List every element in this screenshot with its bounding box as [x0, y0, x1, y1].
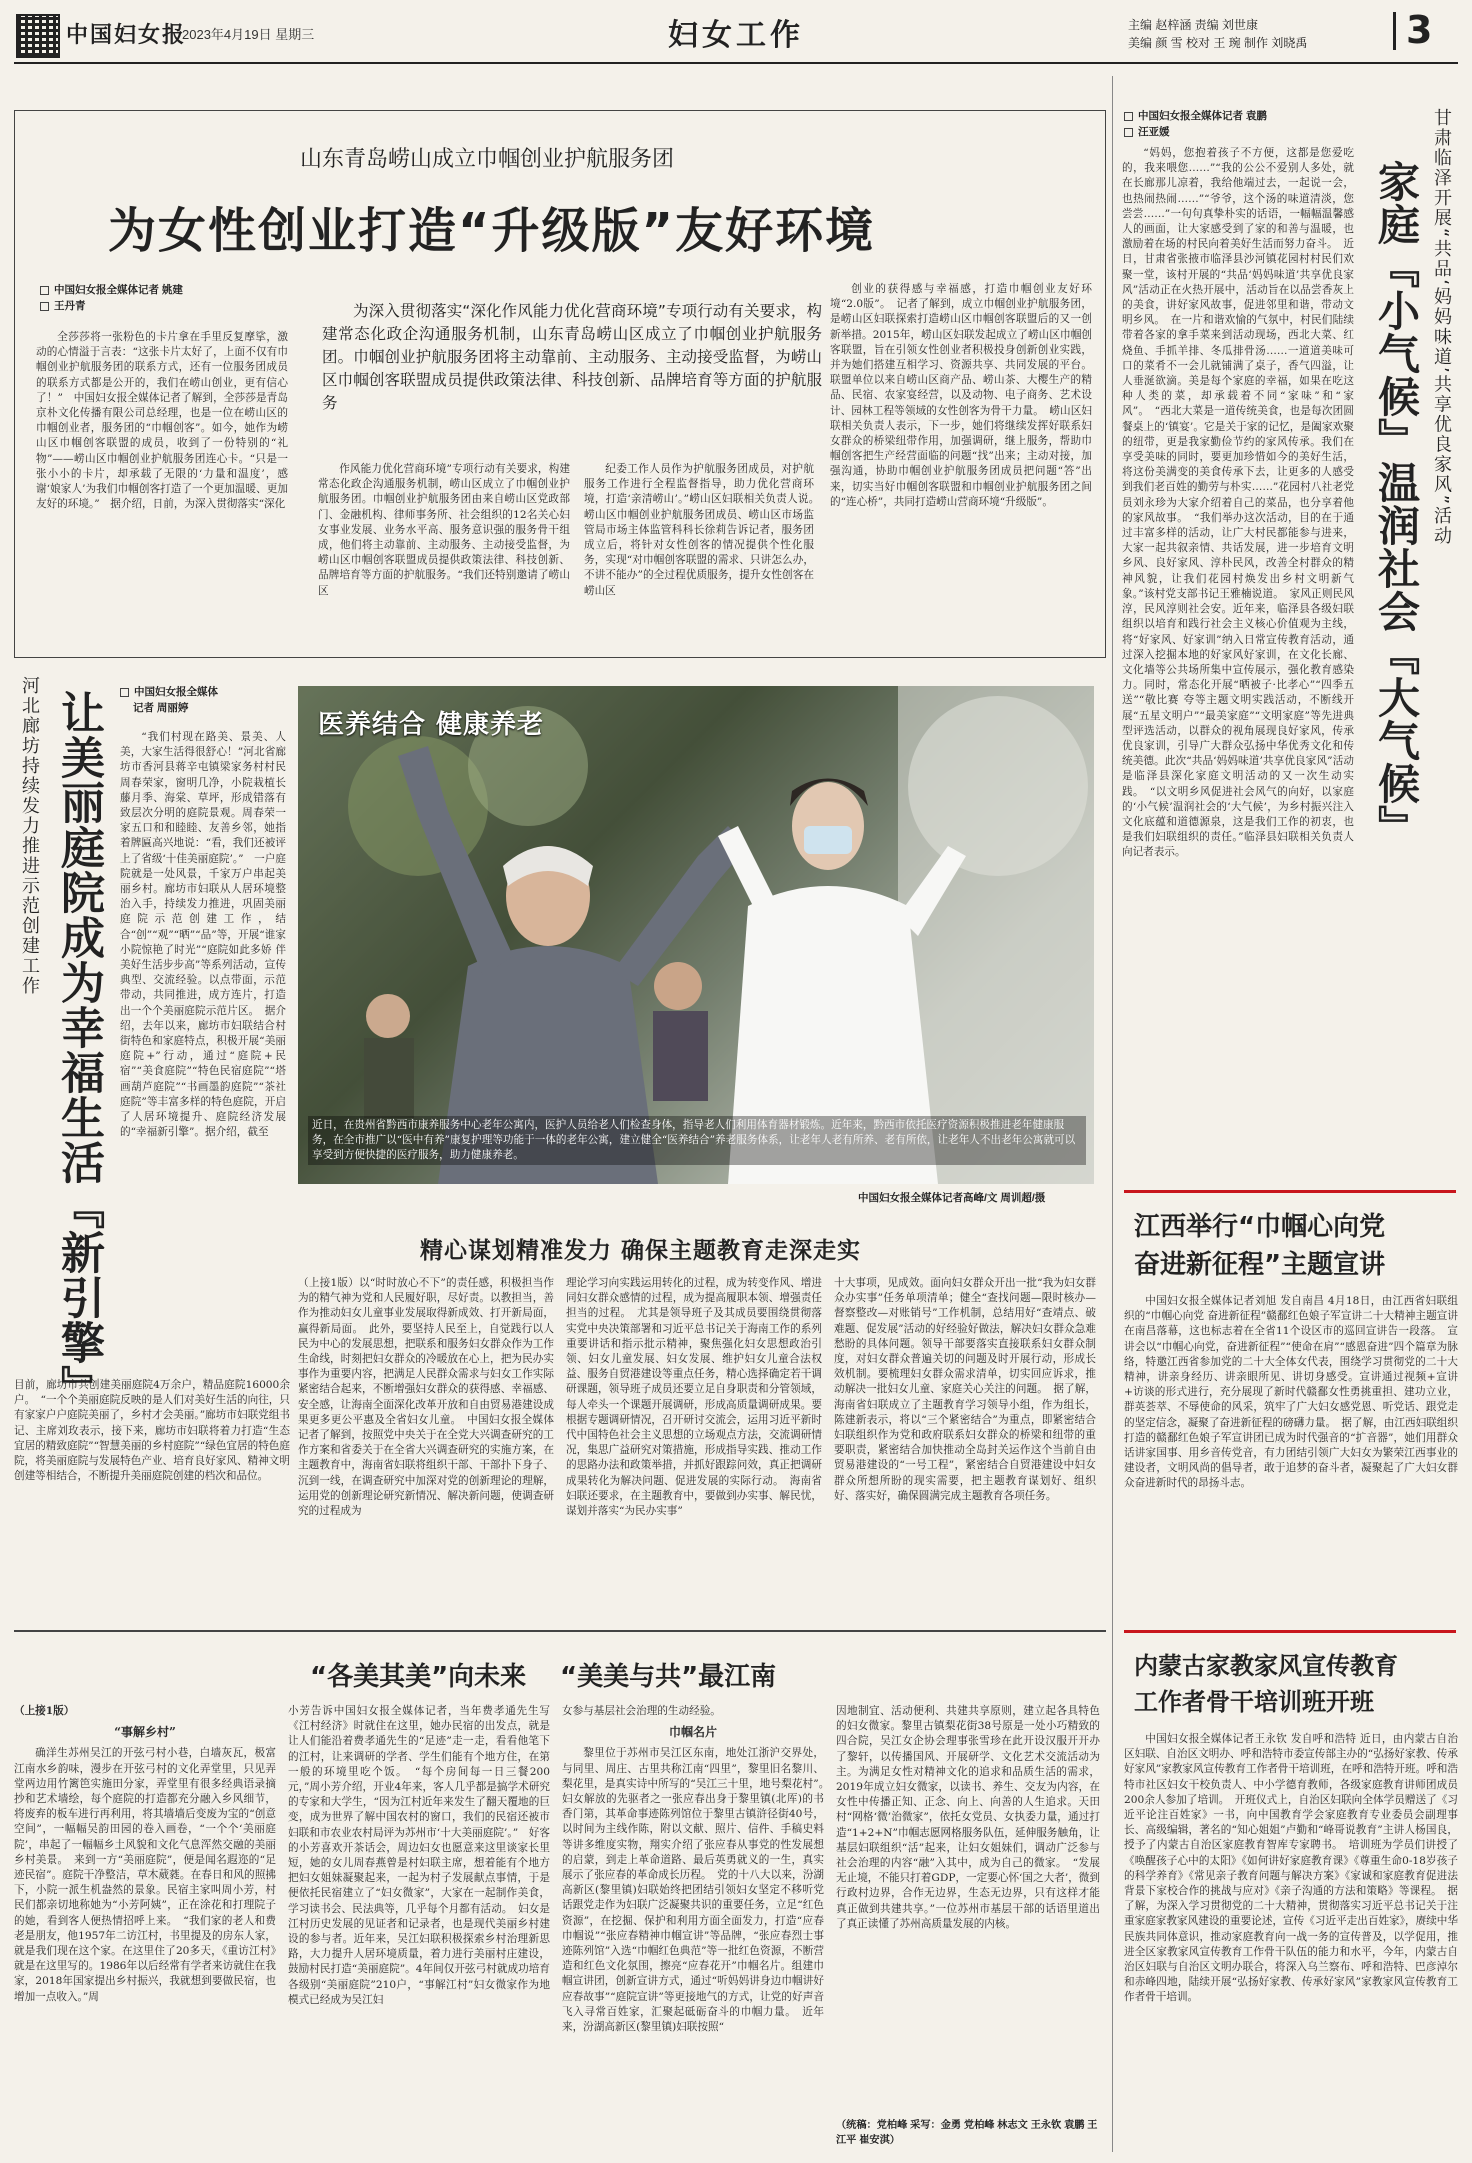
- right-top-headline: 家庭『小气候』温润社会『大气候』: [1372, 160, 1421, 848]
- paragraph: “妈妈，您抱着孩子不方便，这都是您爱吃的，我来喂您……”“我的公公不爱别人多处，就在长廊那儿凉着，我给他端过去，一起说一会，也热闹热闹……”“爷爷，这个汤的味道清淡，您尝尝……”一句句真挚朴实的话语，一幅幅温馨感人的画面，让大家感受到了家的和善与温暖，也激励着在场的村民向着美好生活而努力奋斗。 近日，甘肃省张掖市临泽县沙河镇花园村村民们欢聚一堂，该村开展的“共品‘妈妈味道’共享优良家风”活动正在火热开展中，活动旨在以品尝香灰上的美食，讲好家风故事，促进邻里和谐，带动文明乡风。 在一片和谐欢愉的气氛中，村民们陆续带着各家的拿手菜来到活动现场，西北大菜、红烧鱼、手抓羊排、冬瓜排骨汤……一道道美味可口的菜肴不一会儿就铺满了桌子，香气四溢，让人垂涎欲滴。美是每个家庭的幸福，如果在吃这种人类的菜，却承载着不同“家味”和“家风”。 “西北大菜是一道传统美食，也是每次团圆餐桌上的‘镇宴’。它是关于家的记忆，是阖家欢聚的纽带，更是我家勤俭节约的家风传承。我们在享受美味的同时，要更加珍惜如今的美好生活，将这份美满变的美食传承下去，让更多的人感受到我们老百姓的勤劳与朴实……”花园村八社老党员刘永珍为大家介绍着自己的菜品，也分享着他的家风故事。 “我们举办这次活动，目的在于通过丰富多样的活动，让广大村民都能参与进来，大家一起共叙亲情、共话发展，进一步培育文明乡风、良好家风、淳朴民风，改善全村群众的精神风貌，让我们花园村焕发出乡村文明新气象。”该村党支部书记王雅楠说道。 家风正则民风淳，民风淳则社会安。近年来，临泽县各级妇联组织以培育和践行社会主义核心价值观为主线，将“好家风、好家训”纳入日常宣传教育活动，通过深入挖掘本地的好家风好家训，在文化长廊、文化墙等公共场所集中宣传展示，强化教育感染力。同时，常态化开展“晒被子·比孝心”“四季五送”“敬比赛 夸等主题文明实践活动，不断线开展“五星文明户”“最美家庭”“文明家庭”等先进典型评选活动，以群众的视角展现良好家风，传承优良家训，引导广大群众弘扬中华优秀文化和传统美德。此次“共品‘妈妈味道’共享优良家风”活动是临泽县深化家庭文明活动的又一次生动实践。 “以文明乡风促进社会风气的向好，以家庭的‘小气候’温润社会的‘大气候’，为乡村振兴注入文化底蕴和道德源泉，这是我们工作的初衷，也是我们妇联组织的责任。”临泽县妇联相关负责人向记者表示。: [1122, 147, 1354, 859]
- left-body: [120, 730, 286, 1375]
- byline-line: 中国妇女报全媒体记者 袁鹏: [1138, 110, 1267, 122]
- paragraph: “我们村现在路美、景美、人美，大家生活得很舒心！”河北省廊坊市香河县蒋辛屯镇梁家务村村民周春荣家，窗明几净，小院栽植长藤月季、海棠、草坪，形成错落有致层次分明的庭院景观。周春荣一家五口和和睦睦、友善乡邻，她指着牌匾高兴地说：“看，我们还被评上了省级‘十佳美丽庭院’。” 一户庭院就是一处风景，千家万户串起美丽乡村。廊坊市妇联从人居环境整治入手，持续发力推进，巩固美丽庭院示范创建工作，结合“创”“观”“晒”“品”等，开展“谁家小院惊艳了时光”“庭院如此多娇 伴美好生活步步高”等系列活动，宣传典型、交流经验。以点带面，示范带动，共同推进，成方连片，打造出一个个美丽庭院示范片区。 据介绍，去年以来，廊坊市妇联结合村街特色和家庭特点，积极开展“美丽庭院+”行动，通过“庭院+民宿”“美食庭院”“特色民宿庭院”“塔画葫芦庭院”“书画墨韵庭院”“茶社庭院”等丰富多样的特色庭院，开启了人居环境提升、庭院经济发展的“幸福新引擎”。据介绍，截至: [120, 731, 286, 1139]
- right-mid-headline-2: 奋进新征程”主题宣讲: [1134, 1250, 1386, 1280]
- editors-line-1: 主编 赵梓涵 责编 刘世康: [1128, 18, 1259, 32]
- top-article-lead: 为深入贯彻落实“深化作风能力优化营商环境”专项行动有关要求，构建常态化政企沟通服务机制，山东青岛崂山区成立了巾帼创业护航服务团。巾帼创业护航服务团将主动靠前、主动服务、主动接受监督，为崂山区巾帼创客联盟成员提供政策法律、科技创新、品牌培育等方面的护航服务: [322, 302, 822, 412]
- red-rule: [1124, 1190, 1456, 1193]
- news-photo: [298, 686, 1094, 1184]
- bottom-headline-a: “各美其美”向未来: [310, 1662, 527, 1692]
- paragraph: 女参与基层社会治理的生动经验。: [562, 1705, 721, 1717]
- photo-credit: 中国妇女报全媒体记者高峰/文 周训超/摄: [858, 1192, 1046, 1204]
- red-rule: [1124, 1630, 1456, 1633]
- right-top-kicker: 甘肃临泽开展“共品‘妈妈味道’共享优良家风”活动: [1431, 108, 1452, 547]
- newspaper-logo: 中国妇女报: [66, 22, 187, 48]
- bottom-divider: [14, 1630, 1106, 1632]
- byline-square-icon: [1124, 128, 1133, 137]
- photo-caption: 近日，在贵州省黔西市康养服务中心老年公寓内，医护人员给老人们检查身体，指导老人们利用体育器材锻炼。近年来，黔西市依托医疗资源积极推进老年健康服务，在全市推广以“医中有养”康复护理等功能于一体的老年公寓，建立健全“医养结合”养老服务体系，让老年人老有所养、老有所依，让老年人不出老年公寓就可以享受到方便快捷的医疗服务，助力健康养老。: [308, 1116, 1086, 1165]
- subhead: 巾帼名片: [668, 1725, 717, 1740]
- bottom-col-4: [836, 1704, 1100, 2116]
- paragraph: 理论学习向实践运用转化的过程，成为转变作风、增进同妇女群众感情的过程，成为提高履职本领、增强责任担当的过程。 尤其是领导班子及其成员要围绕贯彻落实党中央决策部署和习近平总书记关于海南工作的系列重要讲话和指示批示精神，聚焦强化妇女思想政治引领、妇女儿童发展、妇女发展、维护妇女儿童合法权益、服务自贸港建设等重点任务，精心选择确定若干调研课题，领导班子成员还要立足自身职责和分管领域，每人牵头一个课题开展调研，形成高质量调研成果。要根据专题调研情况，召开研讨交流会，运用习近平新时代中国特色社会主义思想的立场观点方法，交流调研情况，集思广益研究对策措施，形成指导实践、推动工作的思路办法和政策举措，并抓好跟踪问效，真正把调研成果转化为解决问题、促进发展的实际行动。 海南省妇联还要求，在主题教育中，要做到办实事、解民忧，谋划并落实“为民办实事”: [566, 1277, 822, 1518]
- editors-line-2: 美编 颜 雪 校对 王 琬 制作 刘晓禹: [1128, 36, 1308, 50]
- left-headline: 让美丽庭院成为幸福生活『新引擎』: [53, 690, 104, 1410]
- top-article-col-4: [830, 282, 1092, 646]
- paragraph: 小芳告诉中国妇女报全媒体记者，当年费孝通先生写《江村经济》时就住在这里，她办民宿的出发点，就是让人们能沿着费孝通先生的“足迹”走一走，看看他笔下的江村，让来调研的学者、学生们能有个地方住，在第一般的环境里吃个饭。 “每个房间每一日三餐200元，”周小芳介绍，开业4年来，客人几乎都是搞学术研究的专家和大学生，“因为江村近年来发生了翻天覆地的巨变，成为世界了解中国农村的窗口，我们的民宿还被市妇联和市农业农村局评为苏州市‘十大美丽庭院’。” 好客的小芳喜欢开茶话会，周边妇女也愿意来这里谈家长里短，她的女儿周春燕曾是村妇联主席，想着能有个地方把妇女姐妹凝聚起来，一起为村子发展献点事情，于是便依托民宿建立了“妇女微家”，大家在一起制作美食，学习读书会、民法典等，几乎每个月都有活动。 妇女是江村历史发展的见证者和记录者，也是现代美丽乡村建设的参与者。近年来，吴江妇联积极探索乡村治理新思路，大力提升人居环境质量，着力进行美丽村庄建设，鼓励村民打造“美丽庭院”。4年间仅开弦弓村就成功培育各级别“美丽庭院”210户，“事解江村”妇女微家作为地模式已经成为吴江妇: [288, 1705, 550, 2006]
- bottom-headline-b: “美美与共”最江南: [560, 1662, 777, 1692]
- bottom-col-3: [562, 1704, 835, 2150]
- section-title: 妇女工作: [668, 18, 804, 53]
- masthead-rule: [14, 62, 1458, 64]
- photo-scene: [298, 686, 1094, 1184]
- top-article-byline: [40, 282, 183, 314]
- right-bottom-headline-1: 内蒙古家教家风宣传教育: [1134, 1652, 1398, 1680]
- left-kicker: 河北廊坊持续发力推进示范创建工作: [19, 676, 40, 996]
- right-bottom-headline-2: 工作者骨干培训班开班: [1134, 1688, 1374, 1716]
- byline-line: 记者 周丽婷: [133, 702, 189, 714]
- right-top-byline: [1124, 108, 1267, 140]
- paragraph: 中国妇女报全媒体记者王永钦 发自呼和浩特 近日，由内蒙古自治区妇联、自治区文明办、呼和浩特市委宣传部主办的“弘扬好家教、传承好家风”家教家风宣传教育工作者骨干培训班，在呼和浩特开班。呼和浩特市社区妇女干校负责人、中小学德育教师，各级家庭教育讲师团成员200余人参加了培训。 开班仪式上，自治区妇联向全体学员赠送了《习近平论注百姓家》一书，向中国教育学会家庭教育专业委员会副理事长、高级编辑，著名的“知心姐姐”卢勤和“峰哥说教育”主讲人杨国良，授予了内蒙古自治区家庭教育智库专家聘书。 培训班为学员们讲授了《唤醒孩子心中的太阳》《如何讲好家庭教育课》《尊重生命0-18岁孩子的科学养育》《常见亲子教育问题与解决方案》《家诚和家庭教育促进法背景下家校合作的挑战与应对》《亲子沟通的方法和策略》等课程。 据了解，为深入学习贯彻党的二十大精神，贯彻落实习近平总书记关于注重家庭家教家风建设的重要论述，宣传《习近平走出百姓家》，赓续中华民族共同体意识，推动家庭教育向一战一务的宣传普及，以学促用，推进全区家教家风宣传教育工作骨干队伍的能力和水平，今年，内蒙古自治区妇联与自治区文明办联合，将深入乌兰察布、呼和浩特、巴彦淖尔和赤峰四地，陆续开展“弘扬好家教、传承好家风”家教家风宣传教育工作者骨干培训。: [1124, 1733, 1458, 2004]
- bottom-col-2: [288, 1704, 550, 2150]
- bottom-credits: （统稿：党柏峰 采写：金勇 党柏峰 林志文 王永钦 袁鹏 王江平 崔安淇）: [836, 2120, 1098, 2146]
- paragraph: 作风能力优化营商环境”专项行动有关要求，构建常态化政企沟通服务机制，崂山区成立了巾帼创业护航服务团。巾帼创业护航服务团由来自崂山区党政部门、金融机构、律师事务所、社会组织的12名关心妇女事业发展、业务水平高、服务意识强的服务骨干组成，他们将主动靠前、主动服务、主动接受监督，为崂山区巾帼创客联盟成员提供政策法律、科技创新、品牌培育等方面的护航服务。“我们还特别邀请了崂山区: [318, 463, 570, 597]
- right-mid-body: [1124, 1294, 1458, 1609]
- byline-line: 汪亚媛: [1138, 126, 1170, 138]
- masthead: [0, 0, 1472, 70]
- subhead: “事解乡村”: [114, 1725, 176, 1740]
- right-mid-headline-1: 江西举行“巾帼心向党: [1134, 1212, 1386, 1242]
- paragraph: 十大事项，见成效。面向妇女群众开出一批“我为妇女群众办实事”任务单项清单；健全“查找问题—限时核办—督察整改—对账销号”工作机制，总结用好“查靖点、破难题、促发展”活动的好经验好做法，解决妇女群众急难愁盼的具体问题。领导干部要落实直接联系妇女群众制度，对妇女群众普遍关切的问题及时开展行动，形成长效机制。要梳理妇女群众需求清单，切实回应诉求，推动解决一批妇女儿童、家庭关心关注的问题。 据了解，海南省妇联成立了主题教育学习领导小组，作为组长，陈建新表示，将以“三个紧密结合”为重点，即紧密结合妇联组织作为党和政府联系妇女群众的桥梁和纽带的重要职责，紧密结合加快推动全岛封关运作这个当前自由贸易港建设的“一号工程”，紧密结合自贸港建设中妇女群众所想所盼的现实需要，把主题教育谋划好、组织好、落实好，确保圆满完成主题教育各项任务。: [834, 1277, 1096, 1502]
- mid-article-col-3: [834, 1276, 1096, 1618]
- byline-line: 中国妇女报全媒体: [134, 686, 218, 698]
- issue-date: 2023年4月19日 星期三: [182, 27, 315, 42]
- right-bottom-body: [1124, 1732, 1458, 2150]
- paragraph: 创业的获得感与幸福感，打造巾帼创业友好环境“2.0版”。 记者了解到，成立巾帼创业护航服务团，是崂山区妇联探索打造崂山区巾帼创客联盟后的又一创新举措。2015年，崂山区妇联发起成立了崂山区巾帼创客联盟，旨在引领女性创业者积极投身创新创业实践，并为她们搭建互相学习、资源共享、共同发展的平台。联盟单位以来自崂山区商产品、崂山茶、大樱生产的精品、民宿、农家宴经营，以及动物、电子商务、艺术设计、园林工程等领域的女性创客为骨干力量。 崂山区妇联相关负责人表示，下一步，她们将继续发挥好联系妇女群众的桥梁纽带作用，加强调研，继上服务，帮助巾帼创客把生产经营面临的问题“找”出来；主动对接，加强沟通，协助巾帼创业护航服务团成员把问题“答”出来，切实当好巾帼创客联盟和巾帼创业护航服务团之间的“连心桥”，共同打造崂山营商环境“升级版”。: [830, 283, 1092, 508]
- paragraph: 黎里位于苏州市吴江区东南，地处江浙沪交界处，与同里、周庄、古里共称江南“四里”，黎里旧名黎川、梨花里，是真实诗中所写的“吴江三十里，地号梨花村”。 妇女解放的先驱者之一张应春出身于黎里镇(北厍)的书香门第，其革命事迹陈列馆位于黎里古镇浒径街40号，以时间为主线作陈，附以文献、照片、信件、手稿史料等讲多维度实物，翔实介绍了张应春从事党的性发展想的启蒙，到走上革命道路、最后英勇就义的一生，真实展示了张应春的革命成长历程。 党的十八大以来，汾湖高新区(黎里镇)妇联始终把团结引领妇女坚定不移听党话跟党走作为妇联广泛凝聚共识的重要任务，立足“红色资源”，在挖掘、保护和利用方面全面发力，打造“应春巾帼说”“张应春精神巾帼宣讲”等品牌，“张应春烈士事迹陈列馆”入选“巾帼红色典范”等一批红色资源，不断营造和红色文化氛围，擦亮“应春花开”巾帼名片。组建巾帼宣讲团，创新宣讲方式，通过“听妈妈讲身边巾帼讲好应春故事”“庭院宣讲”等更接地气的方式，让党的好声音飞入寻常百姓家，汇聚起砥砺奋斗的巾帼力量。 近年来，汾湖高新区(黎里镇)妇联按照“: [562, 1747, 835, 2034]
- page-number: 3: [1406, 8, 1433, 52]
- paragraph: 纪委工作人员作为护航服务团成员，对护航服务工作进行全程监督指导，助力优化营商环境，打造‘亲清崂山’。”崂山区妇联相关负责人说。 崂山区巾帼创业护航服务团成员、崂山区市场监管局市场主体监管科科长徐莉告诉记者，服务团成立后，将针对女性创客的情况提供个性化服务，实现“对巾帼创客联盟的需求、只讲怎么办，不讲不能办”的全过程优质服务，提升女性创客在崂山区: [584, 463, 825, 597]
- continued-label: （上接1版）: [14, 1705, 75, 1717]
- paragraph: （上接1版）以“时时放心不下”的责任感，积极担当作为的精气神为党和人民履好职，尽好责。以教担当，善作为推动妇女儿童事业发展取得新成效、打开新局面，赢得新局面。 此外，要坚持人民至上，自觉践行以人民为中心的发展思想，把联系和服务妇女群众作为工作生命线，时刻把妇女群众的冷暖放在心上，把为民办实事作为重要内容，把满足人民群众需求与妇女工作实际紧密结合起来，不断增强妇女群众的获得感、幸福感、安全感，让海南全面深化改革开放和自由贸易港建设成果更多更公平惠及全省妇女儿童。 中国妇女报全媒体记者了解到，按照党中央关于在全党大兴调查研究的工作方案和省委关于在全省大兴调查研究的实施方案，在主题教育中，海南省妇联将组织干部、干部扑下身子、沉到一线，在调查研究中加深对党的创新理论的理解，运用党的创新理论研究新情况、解决新问题，使调查研究的过程成为: [298, 1277, 554, 1518]
- top-article-col-2: [318, 462, 570, 647]
- photo-overlay-title: 医养结合 健康养老: [318, 710, 545, 740]
- paragraph: 中国妇女报全媒体记者刘旭 发自南昌 4月18日，由江西省妇联组织的“巾帼心向党 奋进新征程”赣鄱红色娘子军宣讲二十大精神主题宣讲在南昌落幕，这也标志着在全省11个设区市的巡回宣讲告一段落。 宣讲会以“巾帼心向党，奋进新征程”“使命在肩”“感恩奋进”四个篇章为脉络，特邀江西省参加党的二十大全体女代表，围绕学习贯彻党的二十大精神，讲亲身经历、讲亲眼所见、讲切身感受。宣讲通过视频+宣讲+访谈的形式进行，充分展现了新时代赣鄱女性勇挑重担、建功立业，群英荟萃、不辱使命的风采，筑牢了广大妇女感党恩、听党话、跟党走的坚定信念，凝聚了奋进新征程的磅礴力量。 据了解，由江西妇联组织打造的赣鄱红色娘子军宣讲团已成为时代强音的“扩音器”，她们用群众话讲家国事、用乡音传党音，有力团结引领广大妇女为繁荣江西事业的建设者，文明风尚的倡导者，敢于追梦的奋斗者，凝聚起了广大妇女群众奋进新时代的昂扬斗志。: [1124, 1295, 1458, 1490]
- byline-square-icon: [40, 302, 49, 311]
- paragraph: 因地制宜、活动便利、共建共享原则，建立起各具特色的妇女微家。黎里古镇梨花街38号原是一处小巧精致的四合院，吴江女企协会理事张雪珍在此开设汉服开开办了黎轩，以传播国风、开展研学、文化艺术交流活动为主。为满足女性对精神文化的追求和品质生活的需求，2019年成立妇女微家，以读书、养生、交友为内容，在女性中传播正知、正念、向上、向善的人生追求。天田村“网格‘微’治微家”，依托女党员、女执委力量，通过打造“1+2+N”巾帼志愿网格服务队伍，延伸服务触角，让基层妇联组织“活”起来，让妇女姐妹们，调动广泛参与社会治理的内容“融”入其中，成为自己的微家。 “发展无止境，不能只打着GDP，一定要心怀‘国之大者’，微到行政村边界，合作无边界，生态无边界，只有这样才能真正做到共建共享。”一位苏州市基层干部的话语里道出了真正读懂了苏州高质量发展的内核。: [836, 1705, 1100, 1930]
- top-article-col-1: [36, 330, 288, 645]
- bottom-col-1: [14, 1704, 276, 2150]
- right-top-body: [1122, 146, 1354, 1146]
- paragraph: 目前，廊坊市共创建美丽庭院4万余户，精品庭院16000余户。 “一个个美丽庭院反映的是人们对美好生活的向往，只有家家户户庭院美丽了，乡村才会美丽。”廊坊市妇联党组书记、主席刘玫表示，接下来，廊坊市妇联将着力打造“生态宜居的精致庭院”“智慧美丽的乡村庭院”“绿色宜居的特色庭院，将美丽庭院与发展特色产业、培育良好家风、精神文明创建等相结合，不断提升美丽庭院创建的档次和品位。: [14, 1379, 290, 1483]
- qr-code-icon: [16, 14, 60, 58]
- mid-article-col-1: [298, 1276, 554, 1618]
- byline-line: 中国妇女报全媒体记者 姚建: [54, 284, 183, 296]
- paragraph: 全莎莎将一张粉色的卡片拿在手里反复摩挲，激动的心情溢于言表：“这张卡片太好了，上面不仅有巾帼创业护航服务团的联系方式，还有一位服务团成员的联系方式都是公开的，我们在崂山创业，更有信心了！” 中国妇女报全媒体记者了解到，全莎莎是青岛京朴文化传播有限公司总经理，也是一位在崂山区的巾帼创业者，服务团的“巾帼创客”。如今，她作为崂山区巾帼创客联盟的成员，收到了一份特别的“礼物”——崂山区巾帼创业护航服务团连心卡。“只是一张小小的卡片，却承载了无限的‘力量和温度’，感谢‘娘家人’为我们巾帼创客打造了一个更加温暖、更加友好的环境。” 据介绍，日前，为深入贯彻落实“深化: [36, 331, 288, 511]
- column-divider: [1112, 76, 1113, 2152]
- left-byline: [120, 684, 218, 716]
- byline-square-icon: [1124, 112, 1133, 121]
- left-body-tail: [14, 1378, 290, 1578]
- byline-line: 王丹青: [54, 300, 86, 312]
- top-article-headline: 为女性创业打造“升级版”友好环境: [108, 203, 876, 259]
- byline-square-icon: [120, 688, 129, 697]
- top-article-kicker: 山东青岛崂山成立巾帼创业护航服务团: [300, 147, 675, 172]
- mid-article-col-2: [566, 1276, 822, 1618]
- byline-square-icon: [40, 286, 49, 295]
- page-number-divider: [1393, 12, 1396, 50]
- paragraph: 确洋生苏州吴江的开弦弓村小巷，白墙灰瓦，极富江南水乡韵味，漫步在开弦弓村的文化弄堂里，只见弄堂两边用竹篱笆实施田分家，弄堂里有很多经典语录摘抄和艺术墙绘，每个庭院的打造都充分融入乡风细节，将废弃的板车进行再利用，将其墙墙后变废为宝的“创意空间”，一幅幅吴韵田园的卷入画卷，“一个个‘美丽庭院’，串起了一幅幅乡土风貌和文化气息浑然交融的美丽乡村美景。 来到一方“美丽庭院”，便是闻名遐迩的“足迹民宿”。庭院干净整洁，草木葳蕤。在春日和风的照拂下，小院一派生机盎然的景象。民宿主家叫周小芳，村民们都亲切地称她为“小芳阿姨”，正在涂花和打理院子的她，看到客人便热情招呼上来。 “我们家的老人和费老是朋友，他1957年二访江村，书里提及的房东人家，就是我们现在这个家。在这里住了20多天，《重访江村》就是在这里写的。1986年以后经常有学者来访就住在我家，2018年国家提出乡村振兴，我就想到要做民宿，也增加一点收入。”周: [14, 1747, 276, 2003]
- mid-article-headline: 精心谋划精准发力 确保主题教育走深走实: [420, 1238, 862, 1264]
- top-article-col-3: [584, 462, 825, 647]
